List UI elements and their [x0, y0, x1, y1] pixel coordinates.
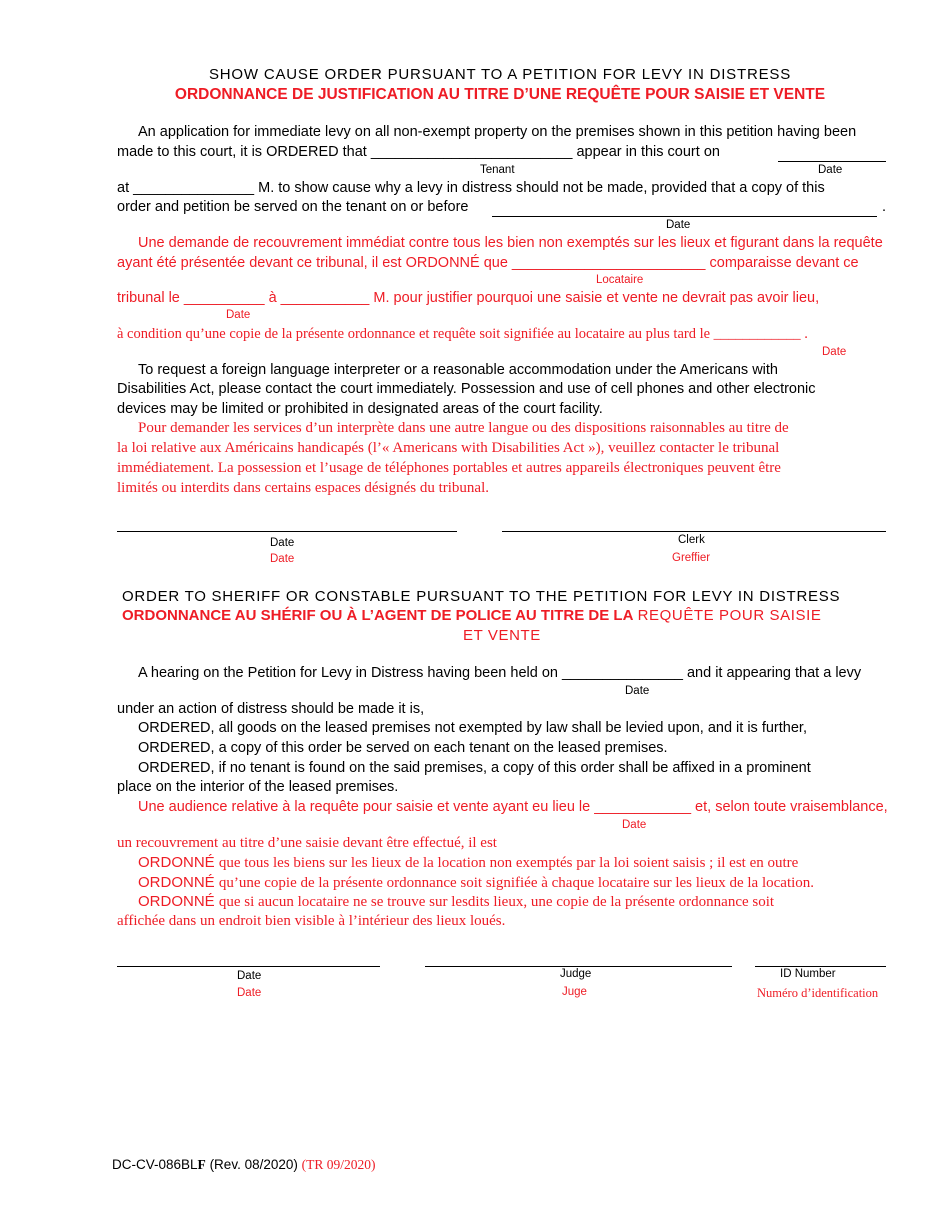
form-revision: (Rev. 08/2020): [209, 1157, 298, 1172]
show-cause-en-line3: at _______________ M. to show cause why a levy in distress should not be made, provided that a copy of this: [117, 180, 825, 196]
ordonne-word: ORDONNÉ: [138, 893, 215, 910]
locataire-label: Locataire: [596, 274, 644, 286]
id-number-label-fr: Numéro d’identification: [757, 986, 879, 1000]
ordonne-word: ORDONNÉ: [138, 874, 215, 891]
ada-fr-line3: immédiatement. La possession et l’usage de téléphones portables et autres appareils électroniques peuvent être: [117, 460, 781, 476]
sheriff-fr-line5-text: que si aucun locataire ne se trouve sur lesdits lieux, une copie de la présente ordonnance soit: [218, 894, 775, 910]
id-number-line[interactable]: [755, 966, 886, 967]
date-label: Date: [822, 346, 847, 358]
clerk-signature-line[interactable]: [502, 531, 886, 532]
date-label: Date: [818, 164, 843, 176]
form-id: DC-CV-086BL: [112, 1157, 198, 1172]
form-footer: [112, 1157, 376, 1173]
date-label: Date: [226, 309, 251, 321]
date-label: Date: [270, 537, 295, 549]
form-translation-revision: (TR 09/2020): [301, 1157, 376, 1172]
sheriff-fr-line2: un recouvrement au titre d’une saisie devant être effectué, il est: [117, 835, 497, 851]
sheriff-en-line3: ORDERED, all goods on the leased premises not exempted by law shall be levied upon, and it is further,: [138, 720, 807, 736]
ada-en-line1: To request a foreign language interpreter or a reasonable accommodation under the Americans with: [138, 362, 778, 378]
sheriff-en-line4: ORDERED, a copy of this order be served on each tenant on the leased premises.: [138, 740, 668, 756]
clerk-label: Clerk: [678, 534, 705, 546]
date-label: Date: [625, 685, 650, 697]
ada-en-line2: Disabilities Act, please contact the court immediately. Possession and use of cell phones and other electronic: [117, 381, 816, 397]
show-cause-title-fr: ORDONNANCE DE JUSTIFICATION AU TITRE D’UNE REQUÊTE POUR SAISIE ET VENTE: [174, 86, 826, 103]
show-cause-title-en: SHOW CAUSE ORDER PURSUANT TO A PETITION FOR LEVY IN DISTRESS: [209, 66, 791, 83]
ordonne-word: ORDONNÉ: [138, 854, 215, 871]
show-cause-fr-line3: tribunal le __________ à ___________ M. pour justifier pourquoi une saisie et vente ne devrait pas avoir lieu,: [117, 290, 820, 306]
sheriff-en-line5: ORDERED, if no tenant is found on the said premises, a copy of this order shall be affixed in a prominent: [138, 760, 811, 776]
date-label-fr: Date: [237, 987, 262, 999]
appear-date-line[interactable]: [778, 161, 886, 162]
period: .: [882, 199, 887, 215]
form-f: F: [197, 1157, 206, 1172]
sheriff-order-title-fr: [122, 607, 822, 624]
sheriff-fr-line3-text: que tous les biens sur les lieux de la location non exemptés par la loi soient saisis ; il est en outre: [218, 855, 799, 871]
serve-date-line[interactable]: [492, 216, 877, 217]
judge-label-fr: Juge: [562, 986, 587, 998]
sheriff-fr-line1: Une audience relative à la requête pour saisie et vente ayant eu lieu le ____________ et, selon toute vraisemblance,: [138, 799, 888, 815]
sheriff-en-line2: under an action of distress should be made it is,: [117, 701, 425, 717]
date-label: Date: [622, 819, 647, 831]
clerk-label-fr: Greffier: [672, 552, 711, 564]
sheriff-fr-line3: [138, 854, 798, 872]
sheriff-order-title-fr-bold: ORDONNANCE AU SHÉRIF OU À L’AGENT DE POLICE AU TITRE DE LA: [122, 607, 634, 624]
sheriff-en-line1: A hearing on the Petition for Levy in Distress having been held on _______________ and it appearing that a levy: [138, 665, 862, 681]
ada-fr-line4: limités ou interdits dans certains espaces désignés du tribunal.: [117, 480, 489, 496]
show-cause-en-line1: An application for immediate levy on all non-exempt property on the premises shown in this petition having been: [138, 124, 857, 140]
sheriff-order-title-fr-line2: ET VENTE: [463, 627, 541, 644]
ada-fr-line1: Pour demander les services d’un interprète dans une autre langue ou des dispositions raisonnables au titre de: [138, 420, 789, 436]
date-signature-line[interactable]: [117, 966, 380, 967]
show-cause-en-line4: order and petition be served on the tenant on or before: [117, 199, 469, 215]
sheriff-en-line6: place on the interior of the leased premises.: [117, 779, 399, 795]
tenant-label: Tenant: [480, 164, 515, 176]
sheriff-order-title-fr-rest: REQUÊTE POUR SAISIE: [637, 607, 822, 624]
sheriff-order-title-en: ORDER TO SHERIFF OR CONSTABLE PURSUANT TO THE PETITION FOR LEVY IN DISTRESS: [122, 588, 841, 605]
date-label-fr: Date: [270, 553, 295, 565]
ada-en-line3: devices may be limited or prohibited in designated areas of the court facility.: [117, 401, 603, 417]
judge-signature-line[interactable]: [425, 966, 732, 967]
date-label: Date: [666, 219, 691, 231]
sheriff-fr-line4-text: qu’une copie de la présente ordonnance soit signifiée à chaque locataire sur les lieux de la location.: [218, 875, 815, 891]
sheriff-fr-line4: [138, 874, 814, 892]
sheriff-fr-line6: affichée dans un endroit bien visible à l’intérieur des lieux loués.: [117, 913, 506, 929]
sheriff-fr-line5: [138, 893, 774, 911]
show-cause-en-line2: made to this court, it is ORDERED that _________________________ appear in this court on: [117, 144, 720, 160]
date-signature-line[interactable]: [117, 531, 457, 532]
judge-label: Judge: [560, 968, 592, 980]
ada-fr-line2: la loi relative aux Américains handicapés (l’« Americans with Disabilities Act »), veuillez contacter le tribunal: [117, 440, 780, 456]
show-cause-fr-line4: à condition qu’une copie de la présente ordonnance et requête soit signifiée au locataire au plus tard le ____________ .: [117, 326, 808, 342]
id-number-label: ID Number: [780, 968, 836, 980]
show-cause-fr-line2: ayant été présentée devant ce tribunal, il est ORDONNÉ que ________________________ comparaisse devant ce: [117, 255, 859, 271]
show-cause-fr-line1: Une demande de recouvrement immédiat contre tous les bien non exemptés sur les lieux et figurant dans la requête: [138, 235, 883, 251]
date-label: Date: [237, 970, 262, 982]
